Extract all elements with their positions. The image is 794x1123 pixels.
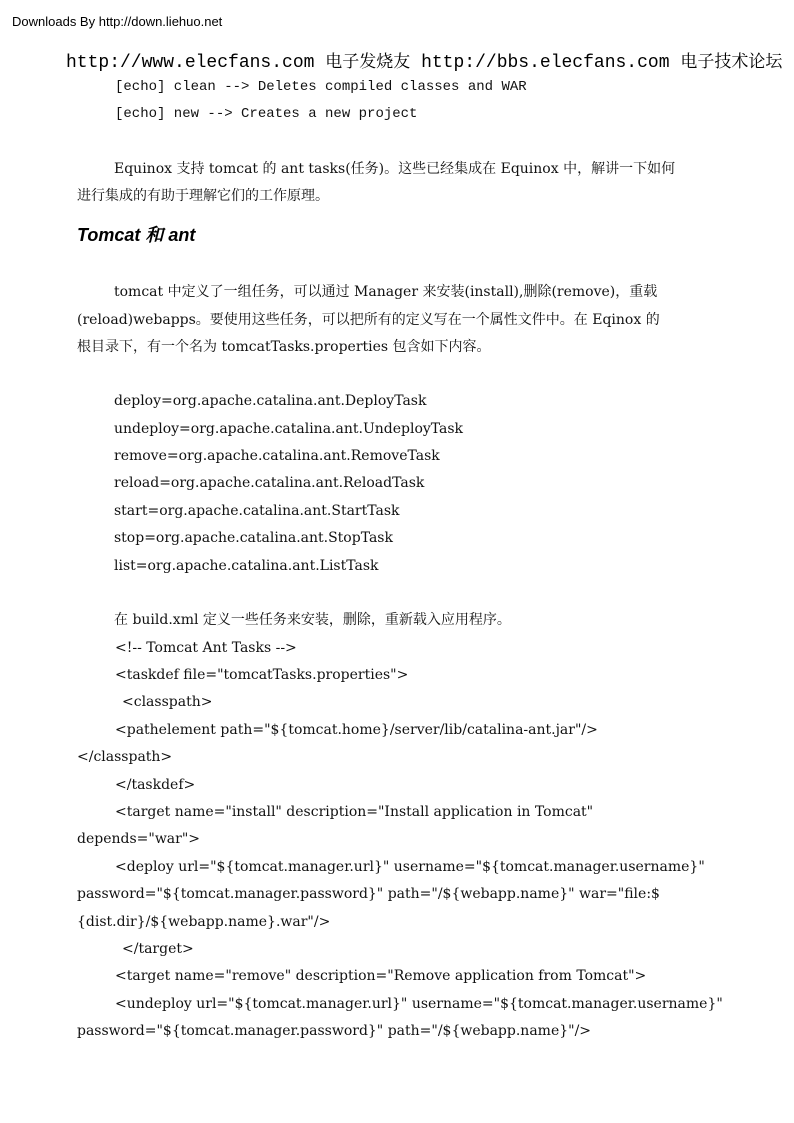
code-line: </classpath> bbox=[77, 749, 173, 765]
code-line: <target name="remove" description="Remove application from Tomcat"> bbox=[115, 968, 647, 984]
property-line: remove=org.apache.catalina.ant.RemoveTask bbox=[114, 448, 440, 464]
body-line: tomcat 中定义了一组任务，可以通过 Manager 来安装(install),删除(remove)，重载 bbox=[114, 284, 658, 300]
section-heading: Tomcat 和 ant bbox=[77, 225, 196, 245]
intro-line: 进行集成的有助于理解它们的工作原理。 bbox=[77, 188, 329, 204]
site-header bbox=[66, 47, 782, 73]
echo-line: [echo] new --> Creates a new project bbox=[115, 106, 418, 122]
code-line: </taskdef> bbox=[115, 777, 196, 793]
build-intro: 在 build.xml 定义一些任务来安装，删除，重新载入应用程序。 bbox=[114, 612, 511, 628]
header-name-2: 电子技术论坛 bbox=[680, 52, 783, 72]
code-line: <!-- Tomcat Ant Tasks --> bbox=[115, 640, 297, 656]
code-line: <undeploy url="${tomcat.manager.url}" username="${tomcat.manager.username}" bbox=[115, 996, 723, 1012]
property-line: start=org.apache.catalina.ant.StartTask bbox=[114, 503, 400, 519]
body-line: 根目录下，有一个名为 tomcatTasks.properties 包含如下内容。 bbox=[77, 339, 491, 355]
code-line: <target name="install" description="Install application in Tomcat" bbox=[115, 804, 594, 820]
property-line: stop=org.apache.catalina.ant.StopTask bbox=[114, 530, 393, 546]
code-line: {dist.dir}/${webapp.name}.war"/> bbox=[77, 914, 331, 930]
property-line: undeploy=org.apache.catalina.ant.UndeployTask bbox=[114, 421, 464, 437]
code-line: password="${tomcat.manager.password}" path="/${webapp.name}"/> bbox=[77, 1023, 592, 1039]
intro-line: Equinox 支持 tomcat 的 ant tasks(任务)。这些已经集成在 Equinox 中，解讲一下如何 bbox=[114, 161, 676, 177]
code-line: depends="war"> bbox=[77, 831, 201, 847]
header-name-1: 电子发烧友 bbox=[325, 52, 411, 72]
echo-line: [echo] clean --> Deletes compiled classes and WAR bbox=[115, 79, 527, 95]
code-line: <deploy url="${tomcat.manager.url}" username="${tomcat.manager.username}" bbox=[115, 859, 705, 875]
source-banner: Downloads By http://down.liehuo.net bbox=[12, 14, 223, 29]
property-line: deploy=org.apache.catalina.ant.DeployTask bbox=[114, 393, 427, 409]
code-line: </target> bbox=[122, 941, 194, 957]
code-line: <classpath> bbox=[122, 694, 213, 710]
property-line: reload=org.apache.catalina.ant.ReloadTask bbox=[114, 475, 425, 491]
header-url-2[interactable]: http://bbs.elecfans.com bbox=[421, 53, 670, 73]
header-url-1[interactable]: http://www.elecfans.com bbox=[66, 53, 315, 73]
code-line: <taskdef file="tomcatTasks.properties"> bbox=[115, 667, 409, 683]
code-line: password="${tomcat.manager.password}" path="/${webapp.name}" war="file:$ bbox=[77, 886, 660, 902]
code-line: <pathelement path="${tomcat.home}/server/lib/catalina-ant.jar"/> bbox=[115, 722, 598, 738]
property-line: list=org.apache.catalina.ant.ListTask bbox=[114, 558, 379, 574]
body-line: (reload)webapps。要使用这些任务，可以把所有的定义写在一个属性文件中。在 Eqinox 的 bbox=[77, 312, 660, 328]
